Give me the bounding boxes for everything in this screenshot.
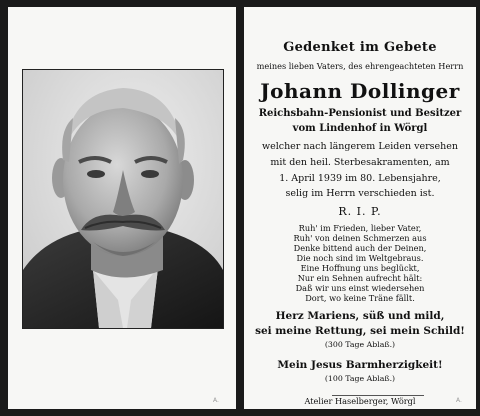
portrait-photo [22,69,224,329]
studio-credit: Atelier Haselberger, Wörgl [304,396,416,406]
memorial-text-card [244,7,476,409]
occupation-line-1: Reichsbahn-Pensionist und Besitzer [258,108,462,119]
prayer-2: Mein Jesus Barmherzigkeit! [277,359,443,371]
portrait-image [23,70,223,328]
verse-line: Ruh' von deinen Schmerzen aus [293,233,427,243]
print-mark: A. [456,397,462,404]
verse-line: Eine Hoffnung uns beglückt, [300,263,420,273]
indulgence-note-2: (100 Tage Ablaß.) [324,374,396,383]
portrait-card [8,7,236,409]
intro-line: meines lieben Vaters, des ehrengeachteten Herrn [256,61,464,71]
verse-line: Denke bittend auch der Deinen, [293,243,427,253]
prayer-1-line-1: Herz Mariens, süß und mild, [275,310,445,322]
heading: Gedenket im Gebete [283,40,437,55]
verse-line: Ruh' im Frieden, lieber Vater, [298,223,422,233]
verse-line: Die noch sind im Weltgebraus. [296,253,424,263]
body-line: welcher nach längerem Leiden versehen [261,141,459,152]
body-line: mit den heil. Sterbesakramenten, am [270,157,450,168]
prayer-1-line-2: sei meine Rettung, sei mein Schild! [255,325,465,337]
verse-line: Nur ein Sehnen aufrecht hält: [297,273,423,283]
body-line: selig im Herrn verschieden ist. [285,188,435,199]
body-line: 1. April 1939 im 80. Lebensjahre, [279,173,441,184]
rip-text: R. I. P. [338,205,382,218]
deceased-name: Johann Dollinger [260,79,460,103]
indulgence-note-1: (300 Tage Ablaß.) [324,340,396,349]
occupation-line-2: vom Lindenhof in Wörgl [292,123,428,134]
verse-line: Daß wir uns einst wiedersehen [295,283,425,293]
verse-line: Dort, wo keine Träne fällt. [305,293,415,303]
print-mark: A. [213,397,219,404]
